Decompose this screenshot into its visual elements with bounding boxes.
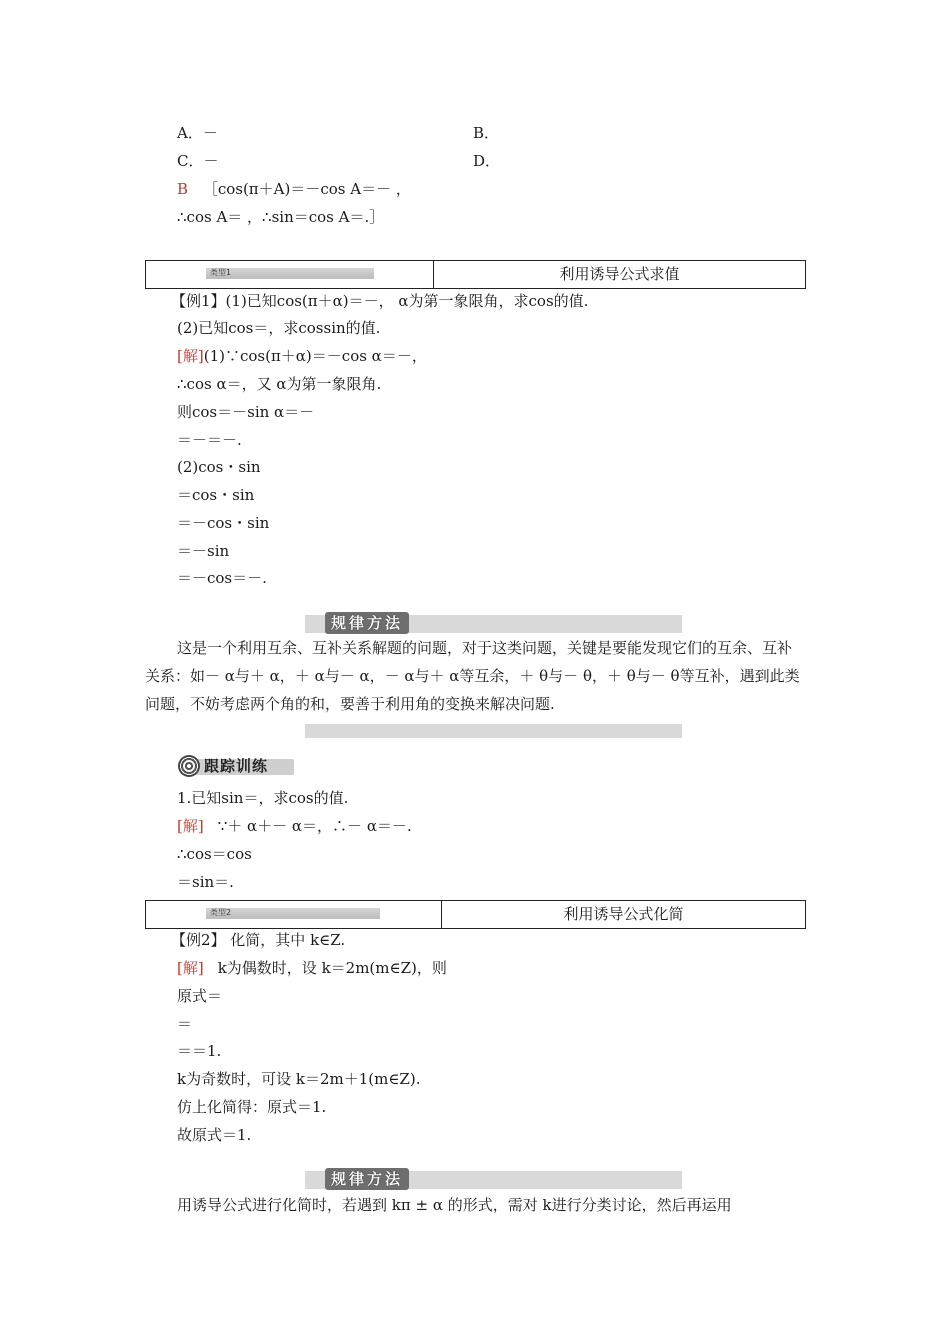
type1-title: 利用诱导公式求值 — [559, 265, 680, 283]
example2-solution-6: 仿上化简得：原式＝1. — [177, 1098, 327, 1116]
example1-question-1: 【例1】(1)已知cos(π＋α)＝－， α为第一象限角，求cos的值. — [171, 292, 589, 310]
example2-question: 【例2】 化简，其中 k∈Z. — [171, 931, 346, 949]
tracking-question: 1.已知sin＝，求cos的值. — [177, 789, 349, 807]
tracking-header — [178, 755, 294, 777]
example2-solution-5: k为奇数时，可设 k＝2m＋1(m∈Z). — [177, 1070, 421, 1088]
example1-solution-1: [解](1)∵cos(π＋α)＝－cos α＝－， — [177, 347, 427, 365]
example1-solution-3: 则cos＝－sin α＝－ — [177, 403, 315, 421]
target-icon — [178, 755, 200, 777]
answer-text-1: ［cos(π＋A)＝－cos A＝－ ， — [202, 180, 411, 198]
tracking-solution-3: ＝sin＝. — [177, 873, 234, 891]
method1-text: 这是一个利用互余、互补关系解题的问题，对于这类问题，关键是要能发现它们的互余、互补关系：如－ α与＋ α，＋ α与－ α，－ α与＋ α等互余，＋ θ与－ θ，＋ θ与－ θ等互补，遇到此类问题，不妨考虑两个角的和，要善于利用角的变换来解决问题. — [145, 639, 800, 713]
example1-question-2: (2)已知cos＝，求cossin的值. — [177, 319, 381, 337]
type2-header — [145, 900, 806, 929]
option-a: A．－ — [177, 124, 218, 142]
option-b: B． — [473, 124, 500, 142]
option-d: D． — [473, 152, 501, 170]
method-footer-1 — [305, 724, 682, 738]
method2-text: 用诱导公式进行化简时，若遇到 kπ ± α 的形式，需对 k进行分类讨论，然后再运用 — [177, 1196, 732, 1214]
tracking-label: 跟踪训练 — [204, 757, 269, 775]
answer-line-2: ∴cos A＝ ，∴sin＝cos A＝.］ — [177, 208, 385, 226]
example2-solution-3: ＝ — [177, 1015, 193, 1033]
option-c: C．－ — [177, 152, 219, 170]
example1-solution-6: ＝cos・sin — [177, 486, 255, 504]
method-label-2: 规律方法 — [325, 1168, 409, 1190]
example2-solution-4: ＝＝1. — [177, 1042, 222, 1060]
example1-solution-4: ＝－＝－. — [177, 431, 242, 449]
method-header-1 — [305, 615, 682, 633]
example2-solution-1: [解] k为偶数时，设 k＝2m(m∈Z)，则 — [177, 959, 447, 977]
type1-header — [145, 260, 806, 289]
example1-solution-7: ＝－cos・sin — [177, 514, 270, 532]
type2-title: 利用诱导公式化简 — [563, 905, 684, 923]
example2-solution-2: 原式＝ — [177, 987, 223, 1005]
example1-solution-2: ∴cos α＝，又 α为第一象限角. — [177, 375, 382, 393]
solution-label: [解] — [177, 959, 204, 977]
method-header-2 — [305, 1171, 682, 1189]
example2-solution-7: 故原式＝1. — [177, 1126, 252, 1144]
type2-tag: 类型2 — [206, 908, 380, 919]
method-label-1: 规律方法 — [325, 612, 409, 634]
example1-solution-5: (2)cos・sin — [177, 458, 261, 476]
answer-line-1 — [177, 179, 411, 199]
answer-letter: B — [177, 180, 189, 198]
tracking-solution-1: [解] ∵＋ α＋－ α＝，∴－ α＝－. — [177, 817, 412, 835]
tracking-solution-2: ∴cos＝cos — [177, 845, 252, 863]
example1-solution-9: ＝－cos＝－. — [177, 569, 267, 587]
example1-solution-8: ＝－sin — [177, 542, 230, 560]
type1-tag: 类型1 — [206, 268, 374, 279]
solution-label: [解] — [177, 817, 204, 835]
solution-label: [解] — [177, 347, 204, 365]
